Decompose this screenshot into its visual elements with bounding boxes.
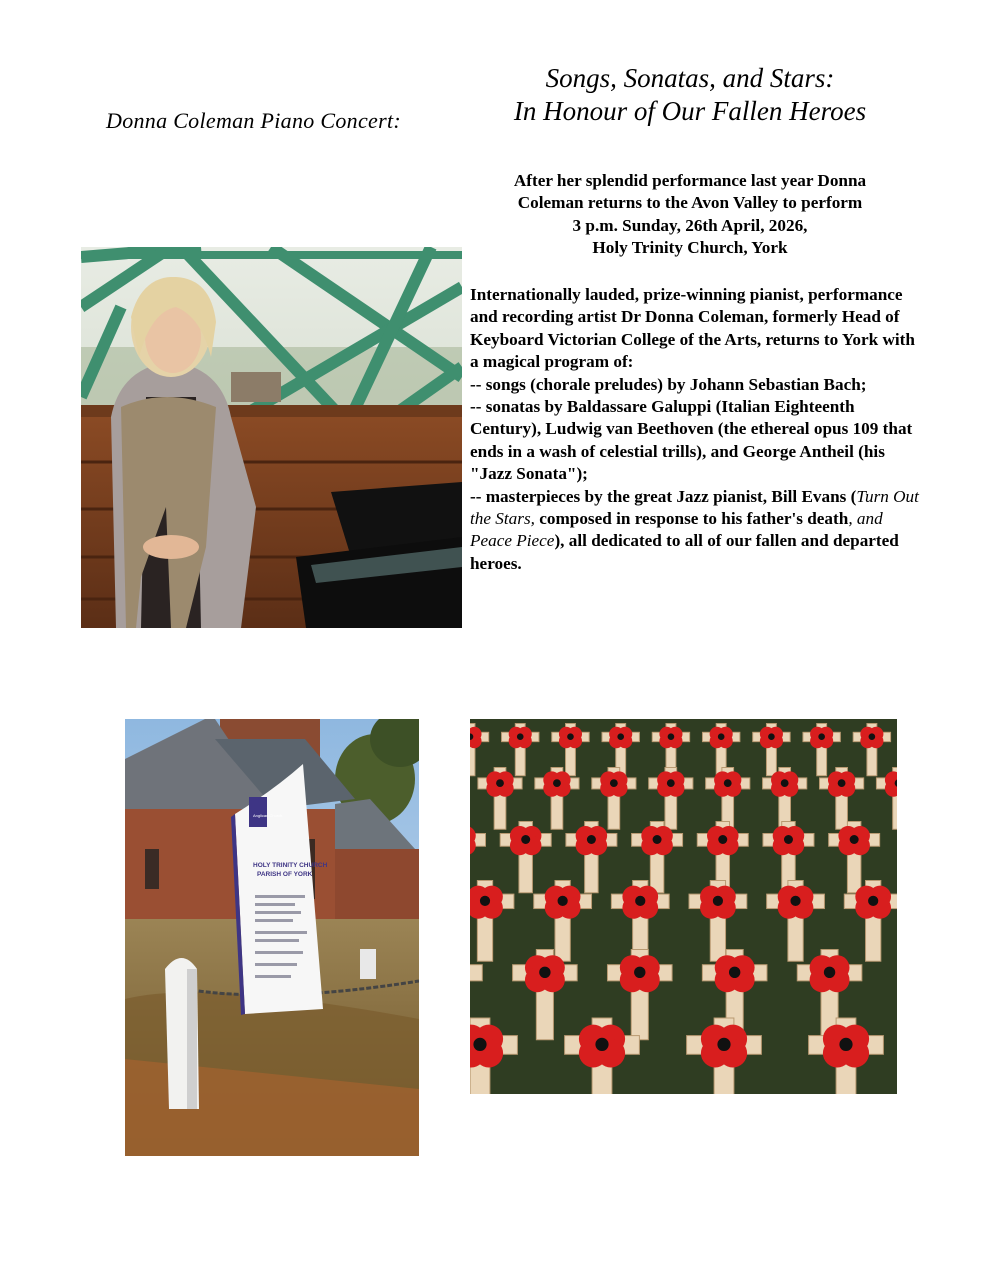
evans-text-a: -- masterpieces by the great Jazz pianist, Bill Evans ( [470, 486, 857, 506]
concert-name: Donna Coleman Piano Concert: [106, 108, 401, 133]
program-description [470, 284, 920, 575]
title-line-1: Songs, Sonatas, and Stars: [545, 63, 835, 93]
event-time: 3 p.m. Sunday, 26th April, 2026, [572, 215, 808, 235]
title-line-2: In Honour of Our Fallen Heroes [513, 96, 867, 126]
pianist-photo [81, 247, 462, 628]
evans-text-d: , and [848, 509, 883, 529]
evans-text-c: composed in response to his father's death [534, 509, 849, 529]
poppies-photo [470, 719, 897, 1094]
sign-church-name-2: PARISH OF YORK [257, 871, 313, 878]
sign-logo-text: Anglican Church [253, 813, 283, 818]
intro-line-1: After her splendid performance last year Donna [513, 171, 867, 190]
artist-bio: Internationally lauded, prize-winning pianist, performance and recording artist Dr Donna Coleman, formerly Head of Keyboard Victorian College of the Arts, returns to York with a magical program of: [470, 285, 915, 372]
program-item-bach: -- songs (chorale preludes) by Johann Sebastian Bach; [470, 374, 867, 394]
evans-title-peace-piece: Peace Piece [470, 531, 555, 551]
intro-line-2: Coleman returns to the Avon Valley to perform [517, 193, 863, 213]
page-title [470, 62, 910, 128]
event-intro [470, 170, 910, 260]
evans-text-f: ), all dedicated to all of our fallen and departed heroes. [470, 531, 899, 573]
church-photo [125, 719, 419, 1156]
program-item-sonatas: -- sonatas by Baldassare Galuppi (Italian Eighteenth Century), Ludwig van Beethoven (the ethereal opus 109 that ends in a wash of celestial trills), and George Antheil (his "Jazz Sonata"); [470, 397, 913, 484]
evans-title-turn-out-the-stars: Turn Out the Stars, [470, 486, 919, 529]
event-venue: Holy Trinity Church, York [592, 238, 788, 258]
program-item-evans [470, 486, 920, 576]
sign-church-name-1: HOLY TRINITY CHURCH [253, 862, 328, 869]
